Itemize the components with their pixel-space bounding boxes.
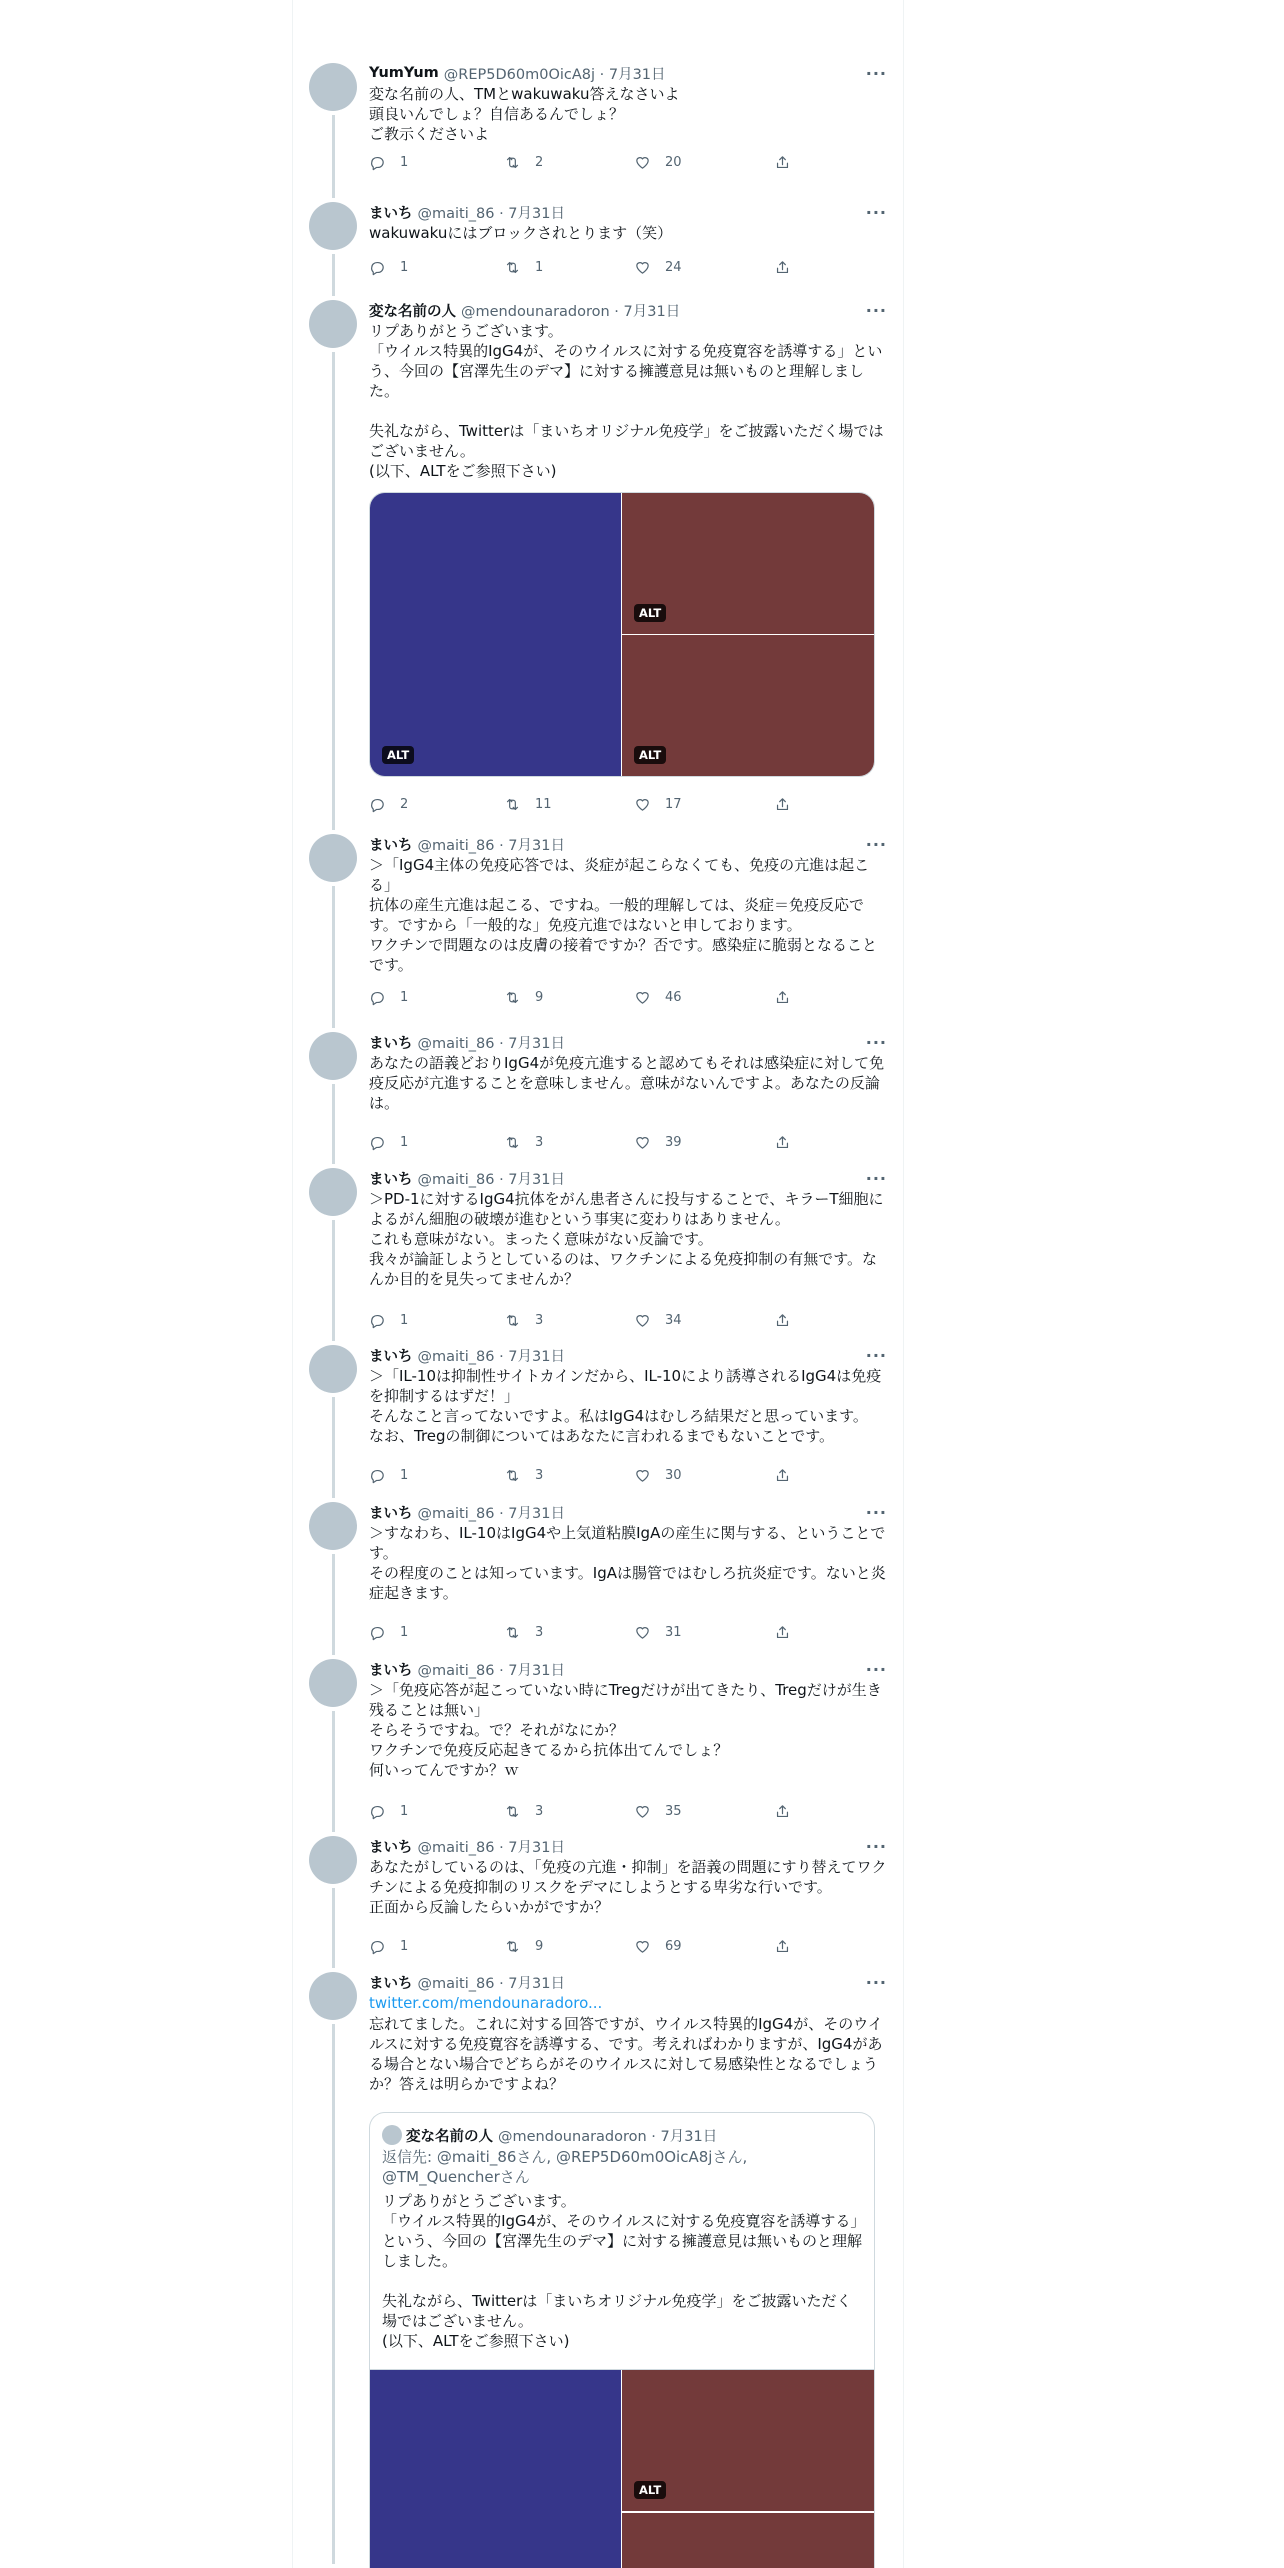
tweet-header [369, 63, 887, 83]
reply-icon [369, 796, 386, 813]
like-count: 17 [665, 797, 682, 812]
heart-icon [634, 1803, 651, 1820]
like-button[interactable] [634, 1467, 682, 1484]
retweet-button[interactable] [504, 259, 543, 276]
heart-icon [634, 154, 651, 171]
thread-connector [332, 886, 335, 1028]
tweet-text: ＞すなわち、IL-10はIgG4や上気道粘膜IgAの産生に関与する、ということです。 その程度のことは知っています。IgAは腸管ではむしろ抗炎症です。ないと炎症起きます。 [369, 1524, 886, 1602]
thread-connector [332, 2024, 335, 2564]
share-button[interactable] [774, 796, 791, 813]
quote-reply-to: 返信先: @maiti_86さん, @REP5D60m0OicA8jさん, @TM_Quencherさん [382, 2148, 748, 2186]
like-count: 69 [665, 1939, 682, 1954]
reply-button[interactable] [369, 1938, 408, 1955]
reply-count: 1 [400, 155, 409, 170]
share-button[interactable] [774, 1312, 791, 1329]
thread-connector [332, 1084, 335, 1164]
handle-and-date: @REP5D60m0OicA8j · 7月31日 [443, 66, 666, 83]
tweet-header [369, 1168, 887, 1188]
avatar[interactable] [309, 1502, 357, 1550]
tweet-body [369, 1168, 887, 1328]
retweet-icon [504, 154, 521, 171]
reply-count: 1 [400, 1939, 409, 1954]
heart-icon [634, 1624, 651, 1641]
retweet-count: 3 [535, 1804, 544, 1819]
reply-icon [369, 1938, 386, 1955]
like-button[interactable] [634, 796, 682, 813]
tweet-actions [369, 1312, 809, 1332]
share-button[interactable] [774, 989, 791, 1006]
handle-and-date: @maiti_86 · 7月31日 [417, 1505, 565, 1522]
heart-icon [634, 1938, 651, 1955]
tweet-text: 変な名前の人、TMとwakuwaku答えなさいよ 頭良いんでしょ？自信あるんでしょ？ ご教示くださいよ [369, 85, 680, 143]
tweet-actions [369, 1467, 809, 1487]
tweet-link[interactable]: twitter.com/mendounaradoro... [369, 1994, 603, 2012]
alt-badge[interactable]: ALT [634, 604, 666, 622]
retweet-count: 2 [535, 155, 544, 170]
more-icon[interactable]: ··· [865, 301, 887, 320]
tweet-text: あなたがしているのは、「免疫の亢進・抑制」を語義の問題にすり替えてワクチンによる免疫抑制のリスクをデマにしようとする卑劣な行いです。 正面から反論したらいかがですか？ [369, 1858, 887, 1916]
reply-button[interactable] [369, 989, 408, 1006]
retweet-icon [504, 796, 521, 813]
tweet-body [369, 1836, 887, 1954]
retweet-icon [504, 259, 521, 276]
display-name[interactable]: 変な名前の人 [369, 303, 456, 320]
alt-badge[interactable]: ALT [634, 746, 666, 764]
more-icon[interactable]: ··· [865, 1503, 887, 1522]
tweet-body [369, 202, 887, 275]
share-button[interactable] [774, 1803, 791, 1820]
alt-badge[interactable]: ALT [382, 746, 414, 764]
share-icon [774, 796, 791, 813]
retweet-button[interactable] [504, 1312, 543, 1329]
retweet-count: 3 [535, 1135, 544, 1150]
media-image [370, 2370, 621, 2568]
reply-icon [369, 989, 386, 1006]
share-button[interactable] [774, 1938, 791, 1955]
thread-connector [332, 254, 335, 296]
more-icon[interactable]: ··· [865, 203, 887, 222]
avatar[interactable] [309, 300, 357, 348]
retweet-button[interactable] [504, 1134, 543, 1151]
handle-and-date: @maiti_86 · 7月31日 [417, 205, 565, 222]
timeline-left-border [292, 0, 293, 2568]
heart-icon [634, 1312, 651, 1329]
reply-icon [369, 1134, 386, 1151]
quote-display-name: 変な名前の人 [406, 2128, 493, 2145]
reply-icon [369, 154, 386, 171]
tweet-body [369, 1345, 887, 1483]
share-button[interactable] [774, 1467, 791, 1484]
tweet-text: ＞PD-1に対するIgG4抗体をがん患者さんに投与することで、キラーT細胞によるがん細胞の破壊が進むという事実に変わりはありません。 これも意味がない。まったく意味がない反論です。 我々が論証しようとしているのは、ワクチンによる免疫抑制の有無です。なんか目的を見失ってませんか？ [369, 1190, 884, 1288]
retweet-count: 11 [535, 797, 552, 812]
like-count: 20 [665, 155, 682, 170]
quote-avatar [382, 2125, 402, 2145]
handle-and-date: @maiti_86 · 7月31日 [417, 1975, 565, 1992]
more-icon[interactable]: ··· [865, 1033, 887, 1052]
tweet-header [369, 1836, 887, 1856]
share-button[interactable] [774, 1624, 791, 1641]
tweet-header [369, 1502, 887, 1522]
reply-count: 1 [400, 1135, 409, 1150]
quote-text: リプありがとうございます。 「ウイルス特異的IgG4が、そのウイルスに対する免疫寛容を誘導する」という、今回の【宮澤先生のデマ】に対する擁護意見は無いものと理解しました。 失礼ながら、Twitterは「まいちオリジナル免疫学」をご披露いただく場ではございません。 (以下、ALTをご参照下さい) [382, 2192, 863, 2350]
tweet-header [369, 300, 887, 320]
avatar[interactable] [309, 1032, 357, 1080]
tweet-body [369, 1659, 887, 1819]
reply-button[interactable] [369, 1803, 408, 1820]
thread-connector [332, 1888, 335, 1968]
tweet-actions [369, 1134, 809, 1154]
tweet-header [369, 1972, 887, 1992]
more-icon[interactable]: ··· [865, 1837, 887, 1856]
retweet-button[interactable] [504, 1803, 543, 1820]
media-image[interactable] [622, 493, 874, 634]
tweet-actions [369, 1938, 809, 1958]
tweet-media-grid [369, 492, 875, 777]
display-name[interactable]: まいち [369, 1662, 413, 1679]
reply-button[interactable] [369, 154, 408, 171]
like-count: 35 [665, 1804, 682, 1819]
media-image[interactable] [370, 493, 621, 776]
heart-icon [634, 1467, 651, 1484]
avatar[interactable] [309, 1972, 357, 2020]
tweet-header [369, 1032, 887, 1052]
tweet-actions [369, 989, 809, 1009]
like-button[interactable] [634, 154, 682, 171]
heart-icon [634, 259, 651, 276]
avatar[interactable] [309, 1345, 357, 1393]
retweet-count: 3 [535, 1313, 544, 1328]
more-icon[interactable]: ··· [865, 1660, 887, 1679]
reply-icon [369, 1803, 386, 1820]
retweet-button[interactable] [504, 1467, 543, 1484]
quote-media-grid [370, 2369, 874, 2568]
retweet-icon [504, 1467, 521, 1484]
tweet-body [369, 300, 887, 812]
tweet-header [369, 202, 887, 222]
heart-icon [634, 1134, 651, 1151]
reply-icon [369, 1624, 386, 1641]
more-icon[interactable]: ··· [865, 835, 887, 854]
display-name[interactable]: YumYum [369, 65, 439, 81]
tweet-actions [369, 1624, 809, 1644]
like-button[interactable] [634, 1624, 682, 1641]
display-name[interactable]: まいち [369, 205, 413, 222]
retweet-button[interactable] [504, 154, 543, 171]
thread-connector [332, 1397, 335, 1498]
tweet-actions [369, 259, 809, 279]
tweet-body [369, 834, 887, 1005]
thread-connector [332, 1554, 335, 1655]
reply-count: 2 [400, 797, 409, 812]
avatar[interactable] [309, 63, 357, 111]
share-button[interactable] [774, 1134, 791, 1151]
thread-connector [332, 1711, 335, 1832]
more-icon[interactable]: ··· [865, 1169, 887, 1188]
display-name[interactable]: まいち [369, 1171, 413, 1188]
tweet-header [369, 1659, 887, 1679]
share-icon [774, 1624, 791, 1641]
handle-and-date: @maiti_86 · 7月31日 [417, 1171, 565, 1188]
like-button[interactable] [634, 989, 682, 1006]
reply-icon [369, 259, 386, 276]
handle-and-date: @maiti_86 · 7月31日 [417, 1662, 565, 1679]
avatar[interactable] [309, 1836, 357, 1884]
share-icon [774, 989, 791, 1006]
more-icon[interactable]: ··· [865, 64, 887, 83]
reply-icon [369, 1312, 386, 1329]
quote-handle-and-date: @mendounaradoron · 7月31日 [498, 2128, 718, 2145]
avatar[interactable] [309, 1168, 357, 1216]
alt-badge: ALT [634, 2481, 666, 2499]
share-icon [774, 1803, 791, 1820]
tweet-text: あなたの語義どおりIgG4が免疫亢進すると認めてもそれは感染症に対して免疫反応が亢進することを意味しません。意味がないんですよ。あなたの反論は。 [369, 1054, 885, 1112]
retweet-count: 3 [535, 1468, 544, 1483]
share-icon [774, 154, 791, 171]
media-image[interactable] [622, 635, 874, 776]
retweet-button[interactable] [504, 1938, 543, 1955]
avatar[interactable] [309, 1659, 357, 1707]
share-icon [774, 1312, 791, 1329]
tweet-header [369, 834, 887, 854]
retweet-count: 9 [535, 1939, 544, 1954]
reply-button[interactable] [369, 1467, 408, 1484]
more-icon[interactable]: ··· [865, 1346, 887, 1365]
share-button[interactable] [774, 154, 791, 171]
retweet-button[interactable] [504, 796, 552, 813]
share-icon [774, 1938, 791, 1955]
reply-count: 1 [400, 990, 409, 1005]
like-count: 30 [665, 1468, 682, 1483]
handle-and-date: @maiti_86 · 7月31日 [417, 1839, 565, 1856]
handle-and-date: @mendounaradoron · 7月31日 [461, 303, 681, 320]
quoted-tweet[interactable] [369, 2112, 875, 2568]
display-name[interactable]: まいち [369, 1035, 413, 1052]
display-name[interactable]: まいち [369, 1839, 413, 1856]
timeline-right-border [903, 0, 904, 2568]
display-name[interactable]: まいち [369, 837, 413, 854]
retweet-count: 9 [535, 990, 544, 1005]
handle-and-date: @maiti_86 · 7月31日 [417, 1348, 565, 1365]
avatar[interactable] [309, 834, 357, 882]
tweet-body [369, 1972, 887, 2497]
tweet-actions [369, 796, 809, 816]
share-icon [774, 1134, 791, 1151]
display-name[interactable]: まいち [369, 1505, 413, 1522]
thread-connector [332, 115, 335, 198]
retweet-icon [504, 1134, 521, 1151]
tweet-text: ＞「IgG4主体の免疫応答では、炎症が起こらなくても、免疫の亢進は起こる」 抗体の産生亢進は起こる、ですね。一般的理解しては、炎症＝免疫反応です。ですから「一般的な」免疫亢進ではないと申しております。 ワクチンで問題なのは皮膚の接着ですか？否です。感染症に脆弱となることです。 [369, 856, 878, 974]
reply-button[interactable] [369, 1624, 408, 1641]
reply-button[interactable] [369, 796, 408, 813]
reply-count: 1 [400, 1625, 409, 1640]
media-image [622, 2513, 874, 2568]
reply-button[interactable] [369, 1312, 408, 1329]
tweet-actions [369, 1803, 809, 1823]
reply-icon [369, 1467, 386, 1484]
more-icon[interactable]: ··· [865, 1973, 887, 1992]
reply-count: 1 [400, 1804, 409, 1819]
reply-button[interactable] [369, 259, 408, 276]
retweet-icon [504, 1803, 521, 1820]
reply-count: 1 [400, 1468, 409, 1483]
tweet-text: ＞「免疫応答が起こっていない時にTregだけが出てきたり、Tregだけが生き残ることは無い」 そらそうですね。で？それがなにか？ ワクチンで免疫反応起きてるから抗体出てんでしょ？ 何いってんですか？ｗ [369, 1681, 882, 1779]
reply-count: 1 [400, 260, 409, 275]
tweet-body [369, 1032, 887, 1150]
share-button[interactable] [774, 259, 791, 276]
like-button[interactable] [634, 259, 682, 276]
display-name[interactable]: まいち [369, 1348, 413, 1365]
handle-and-date: @maiti_86 · 7月31日 [417, 1035, 565, 1052]
share-icon [774, 259, 791, 276]
tweet-body [369, 1502, 887, 1640]
like-button[interactable] [634, 1803, 682, 1820]
tweet-text: wakuwakuにはブロックされとります（笑） [369, 224, 673, 242]
like-button[interactable] [634, 1938, 682, 1955]
tweet-actions [369, 154, 809, 174]
tweet-text: 忘れてました。これに対する回答ですが、ウイルス特異的IgG4が、そのウイルスに対する免疫寛容を誘導する、です。考えればわかりますが、IgG4がある場合とない場合でどちらがそのウイルスに対して易感染性となるでしょうか？答えは明らかですよね？ [369, 2015, 883, 2093]
like-count: 39 [665, 1135, 682, 1150]
retweet-count: 3 [535, 1625, 544, 1640]
tweet-body [369, 63, 887, 170]
quote-header [382, 2125, 717, 2145]
retweet-icon [504, 1312, 521, 1329]
like-button[interactable] [634, 1312, 682, 1329]
tweet-header [369, 1345, 887, 1365]
tweet-text: リプありがとうございます。 「ウイルス特異的IgG4が、そのウイルスに対する免疫寛容を誘導する」という、今回の【宮澤先生のデマ】に対する擁護意見は無いものと理解しました。 失礼ながら、Twitterは「まいちオリジナル免疫学」をご披露いただく場ではございません。 (以下、ALTをご参照下さい) [369, 322, 884, 480]
like-count: 24 [665, 260, 682, 275]
retweet-icon [504, 1938, 521, 1955]
media-image [622, 2370, 874, 2511]
like-count: 46 [665, 990, 682, 1005]
retweet-icon [504, 1624, 521, 1641]
like-button[interactable] [634, 1134, 682, 1151]
share-icon [774, 1467, 791, 1484]
retweet-button[interactable] [504, 1624, 543, 1641]
retweet-count: 1 [535, 260, 544, 275]
retweet-button[interactable] [504, 989, 543, 1006]
thread-connector [332, 352, 335, 830]
retweet-icon [504, 989, 521, 1006]
display-name[interactable]: まいち [369, 1975, 413, 1992]
avatar[interactable] [309, 202, 357, 250]
like-count: 31 [665, 1625, 682, 1640]
handle-and-date: @maiti_86 · 7月31日 [417, 837, 565, 854]
heart-icon [634, 796, 651, 813]
reply-count: 1 [400, 1313, 409, 1328]
tweet-text: ＞「IL-10は抑制性サイトカインだから、IL-10により誘導されるIgG4は免疫を抑制するはずだ！」 そんなこと言ってないですよ。私はIgG4はむしろ結果だと思っています。 なお、Tregの制御についてはあなたに言われるまでもないことです。 [369, 1367, 882, 1445]
thread-connector [332, 1220, 335, 1341]
heart-icon [634, 989, 651, 1006]
reply-button[interactable] [369, 1134, 408, 1151]
like-count: 34 [665, 1313, 682, 1328]
